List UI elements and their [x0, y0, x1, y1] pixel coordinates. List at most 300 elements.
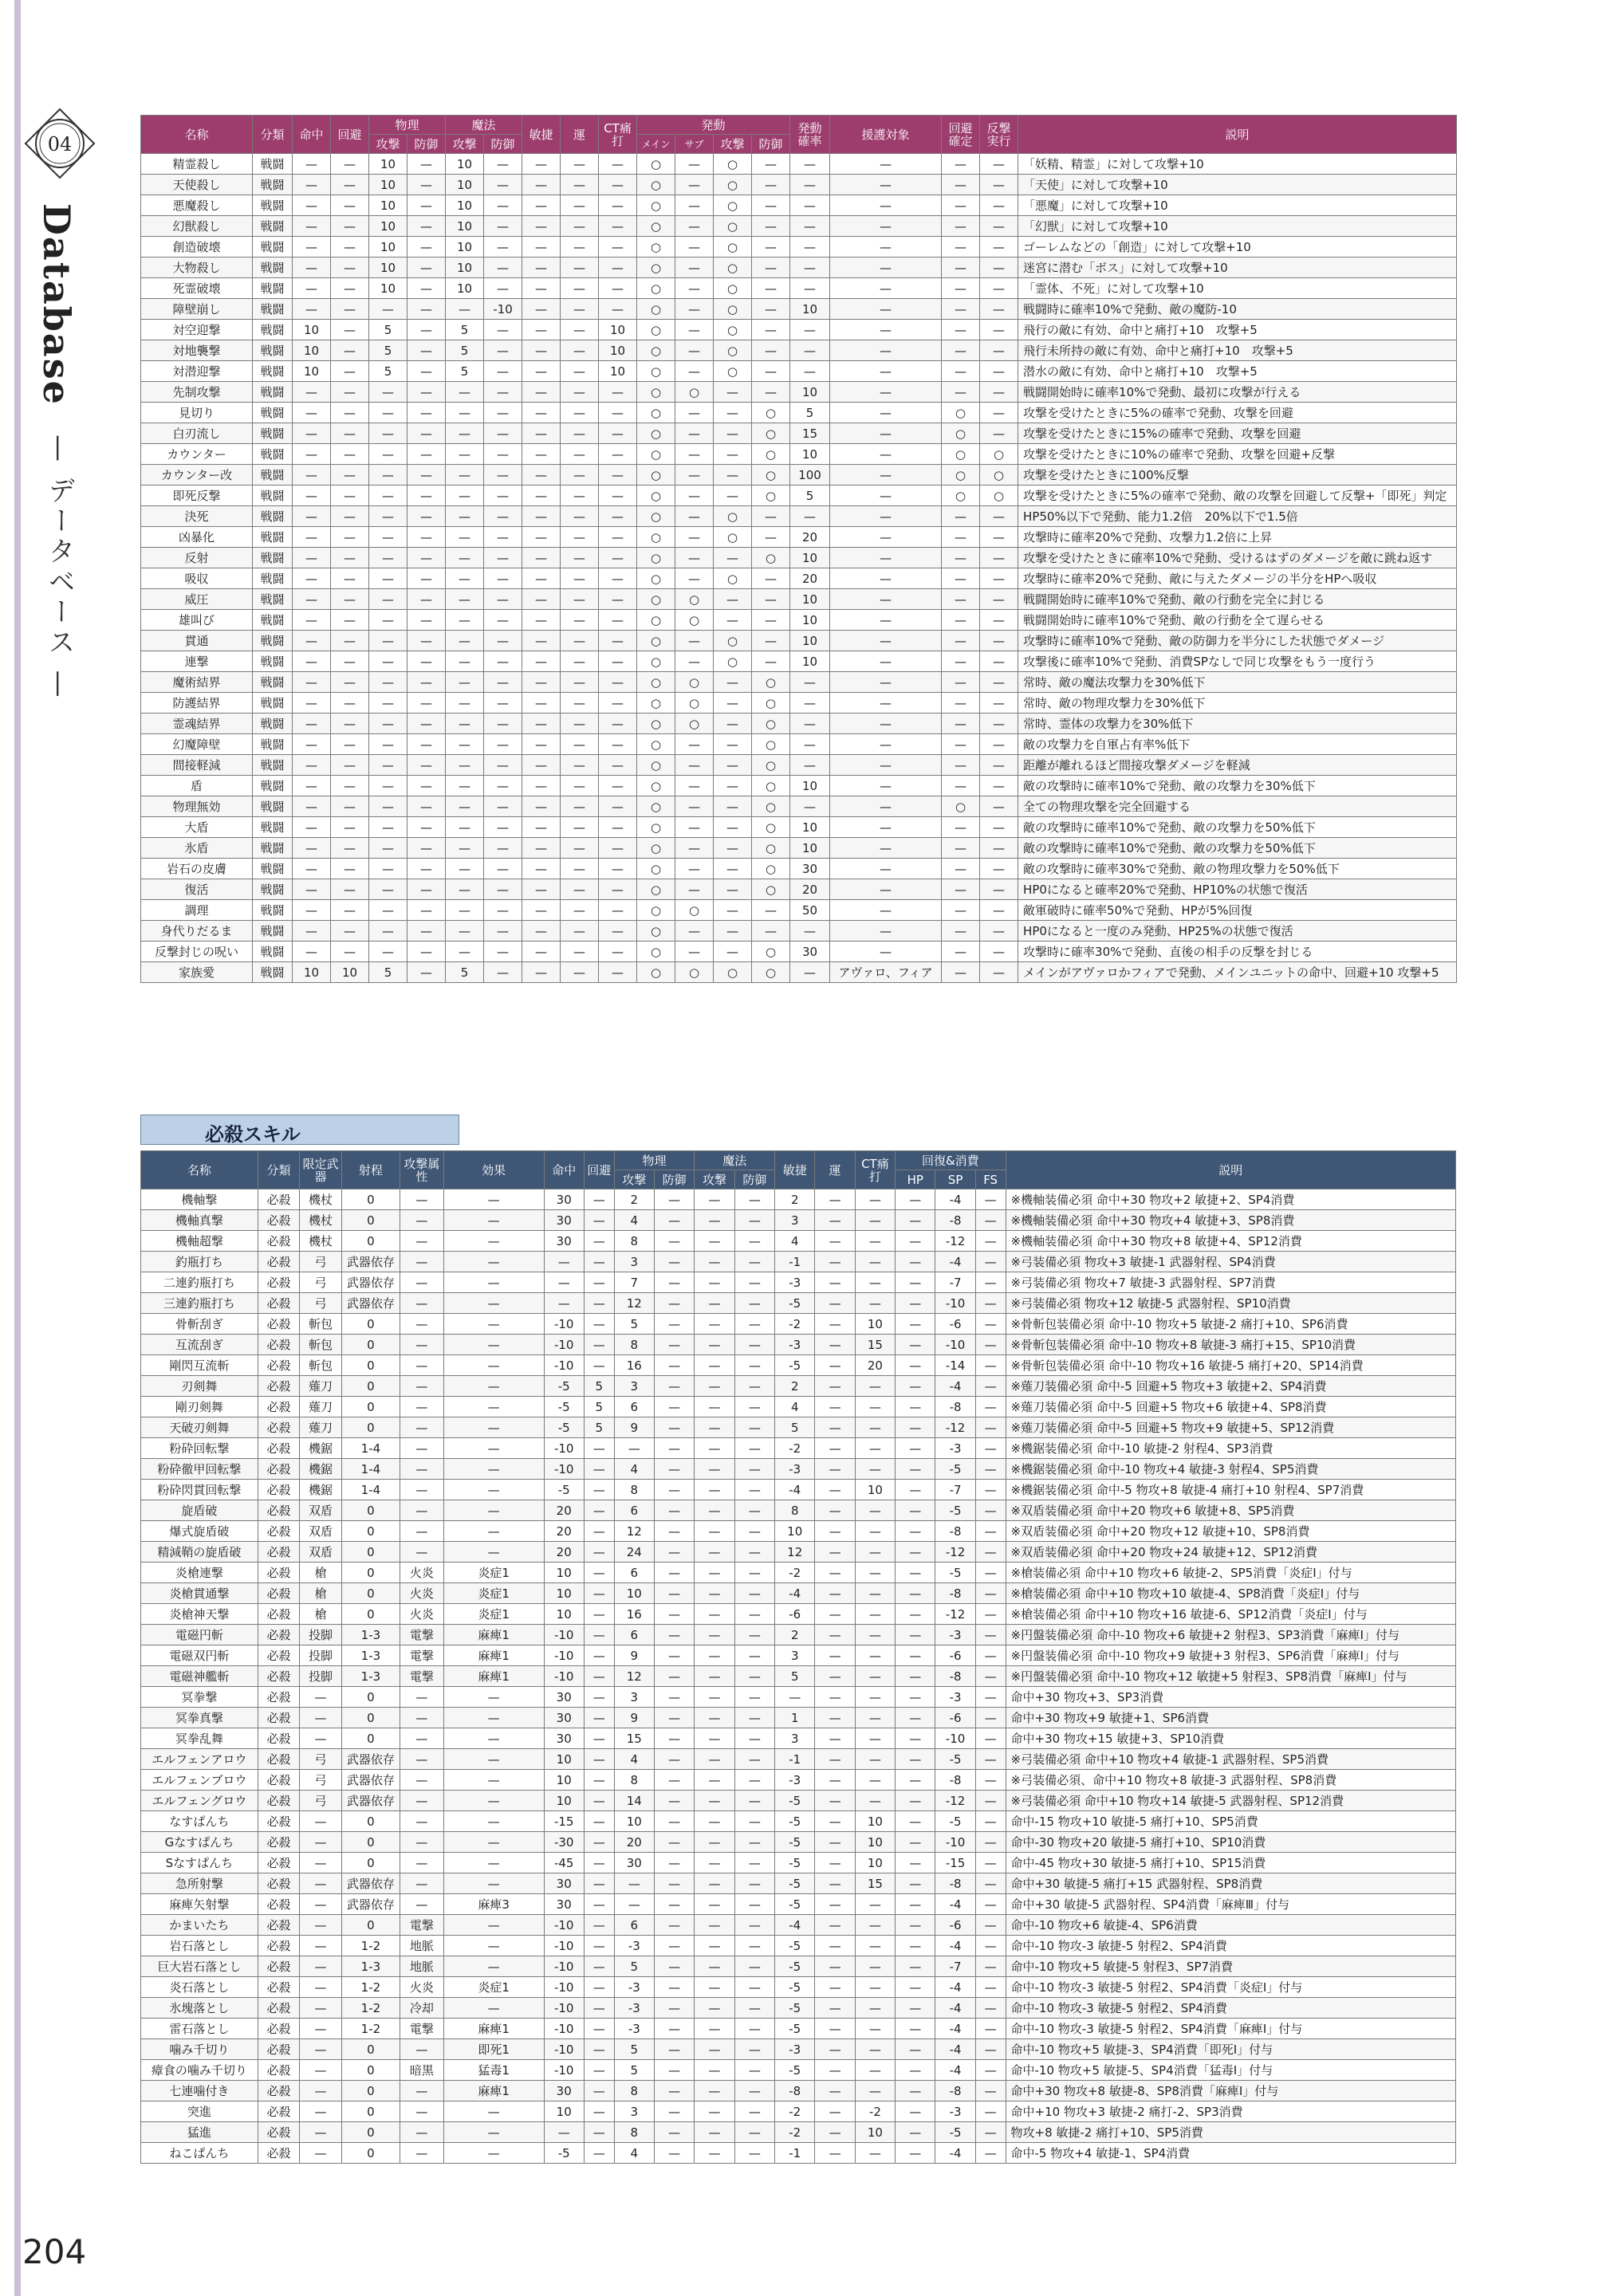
value-cell: 0	[341, 1521, 400, 1542]
value-cell: —	[855, 1293, 895, 1314]
value-cell: —	[654, 2019, 694, 2039]
col2-effect: 効果	[443, 1151, 544, 1189]
value-cell: 戦闘	[253, 817, 293, 838]
description-cell: ※弓装備必須 物攻+12 敏捷-5 武器射程、SP10消費	[1006, 1293, 1455, 1314]
table-row	[141, 340, 1457, 361]
value-cell: —	[695, 1459, 734, 1480]
value-cell: —	[584, 2039, 614, 2060]
value-cell: ○	[637, 548, 675, 568]
value-cell: 1-4	[341, 1459, 400, 1480]
value-cell: —	[599, 258, 637, 278]
value-cell: —	[734, 1314, 774, 1335]
value-cell: ○	[752, 444, 790, 465]
value-cell: 8	[614, 1770, 654, 1791]
value-cell: —	[654, 2081, 694, 2101]
value-cell: 火炎	[400, 1563, 444, 1583]
value-cell: 12	[614, 1293, 654, 1314]
value-cell: —	[855, 2019, 895, 2039]
description-cell: ※弓装備必須、命中+10 物攻+8 敏捷-3 武器射程、SP8消費	[1006, 1770, 1455, 1791]
value-cell: —	[331, 942, 369, 962]
description-cell: ※骨斬包装備必須 命中-10 物攻+5 敏捷-2 痛打+10、SP6消費	[1006, 1314, 1455, 1335]
value-cell: —	[975, 1728, 1006, 1749]
value-cell: 10	[790, 651, 830, 672]
value-cell: —	[614, 1894, 654, 1915]
value-cell: —	[815, 2122, 855, 2143]
description-cell: ※機鋸装備必須 命中-10 敏捷-2 射程4、SP3消費	[1006, 1438, 1455, 1459]
value-cell: —	[815, 1355, 855, 1376]
description-cell: 攻撃時に確率20%で発動、攻撃力1.2倍に上昇	[1018, 527, 1457, 548]
value-cell: -5	[775, 2019, 815, 2039]
value-cell: —	[331, 340, 369, 361]
value-cell: —	[584, 1956, 614, 1977]
value-cell: -8	[935, 1210, 975, 1231]
skill-name-cell: 見切り	[141, 403, 253, 423]
value-cell: —	[790, 714, 830, 734]
value-cell: —	[942, 900, 980, 921]
value-cell: —	[695, 1210, 734, 1231]
value-cell: 戦闘	[253, 714, 293, 734]
value-cell: —	[331, 631, 369, 651]
value-cell: —	[400, 1459, 444, 1480]
value-cell: —	[815, 1894, 855, 1915]
value-cell: —	[331, 258, 369, 278]
table-row	[141, 486, 1457, 506]
value-cell: —	[561, 693, 599, 714]
value-cell: —	[695, 1956, 734, 1977]
skill-name-cell: 炎槍貫通撃	[141, 1583, 258, 1604]
value-cell: —	[446, 506, 484, 527]
value-cell: —	[855, 1397, 895, 1417]
value-cell: —	[293, 859, 331, 879]
value-cell: —	[790, 506, 830, 527]
value-cell: 地脈	[400, 1956, 444, 1977]
value-cell: —	[975, 1480, 1006, 1500]
value-cell: —	[896, 1521, 935, 1542]
value-cell: —	[484, 465, 522, 486]
value-cell: —	[561, 610, 599, 631]
value-cell: ○	[942, 444, 980, 465]
value-cell: —	[790, 175, 830, 195]
value-cell: —	[400, 1749, 444, 1770]
value-cell: —	[815, 1521, 855, 1542]
value-cell: —	[484, 900, 522, 921]
value-cell: —	[561, 361, 599, 382]
value-cell: 10	[790, 776, 830, 796]
value-cell: —	[830, 631, 942, 651]
value-cell: —	[443, 1998, 544, 2019]
value-cell: ○	[637, 175, 675, 195]
value-cell: 弓	[300, 1293, 341, 1314]
value-cell: 戦闘	[253, 589, 293, 610]
value-cell: —	[675, 527, 714, 548]
value-cell: 6	[614, 1500, 654, 1521]
value-cell: 10	[369, 237, 407, 258]
value-cell: -8	[935, 2081, 975, 2101]
value-cell: ○	[752, 486, 790, 506]
value-cell: —	[675, 486, 714, 506]
table-row	[141, 382, 1457, 403]
value-cell: —	[599, 486, 637, 506]
value-cell: 10	[446, 216, 484, 237]
value-cell: -5	[935, 1811, 975, 1832]
value-cell: —	[980, 361, 1018, 382]
description-cell: 飛行未所持の敵に有効、命中と痛打+10 攻撃+5	[1018, 340, 1457, 361]
value-cell: —	[675, 278, 714, 299]
value-cell: —	[331, 755, 369, 776]
description-cell: ※機鋸装備必須 命中-5 物攻+8 敏捷-4 痛打+10 射程4、SP7消費	[1006, 1480, 1455, 1500]
value-cell: 武器依存	[341, 1252, 400, 1272]
value-cell: —	[714, 486, 752, 506]
skill-name-cell: ねこぱんち	[141, 2143, 258, 2164]
value-cell: 5	[775, 1666, 815, 1687]
table-row	[141, 610, 1457, 631]
value-cell: —	[293, 195, 331, 216]
value-cell: —	[300, 2122, 341, 2143]
value-cell: 10	[855, 1853, 895, 1873]
value-cell: ○	[637, 796, 675, 817]
table-row	[141, 2122, 1456, 2143]
value-cell: -3	[775, 1459, 815, 1480]
table-row	[141, 1480, 1456, 1500]
value-cell: —	[599, 714, 637, 734]
skill-name-cell: 猛進	[141, 2122, 258, 2143]
value-cell: —	[522, 548, 561, 568]
value-cell: —	[734, 1977, 774, 1998]
value-cell: —	[714, 693, 752, 714]
skill-name-cell: 麻痺矢射撃	[141, 1894, 258, 1915]
value-cell: —	[855, 1708, 895, 1728]
sub2-mag-atk: 攻撃	[695, 1170, 734, 1189]
value-cell: 8	[614, 1335, 654, 1355]
value-cell: -10	[935, 1335, 975, 1355]
value-cell: —	[752, 921, 790, 942]
col2-recovery: 回復&消費	[896, 1151, 1006, 1170]
value-cell: —	[584, 1314, 614, 1335]
value-cell: 戦闘	[253, 299, 293, 320]
value-cell: 20	[855, 1355, 895, 1376]
value-cell: —	[975, 1873, 1006, 1894]
value-cell: 9	[614, 1417, 654, 1438]
sub2-hp: HP	[896, 1170, 935, 1189]
value-cell: —	[300, 2081, 341, 2101]
skill-name-cell: 冥拳乱舞	[141, 1728, 258, 1749]
value-cell: -3	[775, 1770, 815, 1791]
value-cell: ○	[714, 258, 752, 278]
value-cell: —	[331, 486, 369, 506]
value-cell: —	[695, 1625, 734, 1645]
value-cell: -10	[544, 1438, 584, 1459]
value-cell: —	[654, 1293, 694, 1314]
value-cell: —	[896, 1687, 935, 1708]
value-cell: 10	[790, 610, 830, 631]
value-cell: —	[443, 1438, 544, 1459]
value-cell: —	[293, 548, 331, 568]
value-cell: 10	[790, 589, 830, 610]
value-cell: —	[830, 382, 942, 403]
value-cell: —	[484, 237, 522, 258]
value-cell: —	[654, 1687, 694, 1708]
value-cell: —	[752, 340, 790, 361]
value-cell: —	[522, 444, 561, 465]
value-cell: ○	[752, 838, 790, 859]
value-cell: —	[855, 2060, 895, 2081]
skill-name-cell: 氷塊落とし	[141, 1998, 258, 2019]
skill-name-cell: 剛閃互流斬	[141, 1355, 258, 1376]
value-cell: —	[484, 796, 522, 817]
value-cell: 10	[544, 1604, 584, 1625]
value-cell: —	[599, 175, 637, 195]
value-cell: 6	[614, 1625, 654, 1645]
value-cell: —	[584, 1998, 614, 2019]
value-cell: —	[654, 1998, 694, 2019]
table-row	[141, 1666, 1456, 1687]
value-cell: —	[331, 382, 369, 403]
value-cell: 0	[341, 2039, 400, 2060]
value-cell: —	[675, 175, 714, 195]
value-cell: —	[790, 962, 830, 983]
value-cell: —	[446, 465, 484, 486]
value-cell: 必殺	[258, 1708, 299, 1728]
table-row	[141, 1521, 1456, 1542]
value-cell: —	[293, 589, 331, 610]
value-cell: 10	[446, 175, 484, 195]
value-cell: —	[975, 2039, 1006, 2060]
value-cell: —	[654, 1563, 694, 1583]
value-cell: —	[896, 1500, 935, 1521]
value-cell: —	[975, 1666, 1006, 1687]
value-cell: —	[484, 154, 522, 175]
value-cell: 15	[855, 1873, 895, 1894]
value-cell: —	[522, 320, 561, 340]
value-cell: —	[695, 1894, 734, 1915]
value-cell: 戦闘	[253, 900, 293, 921]
value-cell: 0	[341, 2101, 400, 2122]
value-cell: —	[980, 776, 1018, 796]
value-cell: —	[300, 1708, 341, 1728]
sub2-mag-def: 防御	[734, 1170, 774, 1189]
skill-name-cell: 炎槍神天撃	[141, 1604, 258, 1625]
value-cell: 14	[614, 1791, 654, 1811]
value-cell: —	[300, 2143, 341, 2164]
value-cell: —	[815, 1645, 855, 1666]
value-cell: —	[855, 1189, 895, 1210]
value-cell: 戦闘	[253, 568, 293, 589]
value-cell: —	[293, 154, 331, 175]
value-cell: —	[293, 693, 331, 714]
value-cell: —	[815, 1189, 855, 1210]
value-cell: —	[331, 589, 369, 610]
value-cell: ○	[980, 444, 1018, 465]
skill-name-cell: エルフェンブロウ	[141, 1770, 258, 1791]
value-cell: -5	[775, 1956, 815, 1977]
skill-name-cell: 霊魂結界	[141, 714, 253, 734]
value-cell: —	[734, 1210, 774, 1231]
value-cell: —	[446, 838, 484, 859]
value-cell: -10	[544, 1459, 584, 1480]
value-cell: —	[855, 1604, 895, 1625]
value-cell: -5	[935, 2122, 975, 2143]
value-cell: —	[790, 154, 830, 175]
value-cell: —	[446, 714, 484, 734]
value-cell: —	[752, 506, 790, 527]
value-cell: —	[369, 444, 407, 465]
value-cell: —	[654, 1438, 694, 1459]
description-cell: 攻撃を受けたときに確率10%で発動、受けるはずのダメージを敵に跳ね返す	[1018, 548, 1457, 568]
description-cell: 飛行の敵に有効、命中と痛打+10 攻撃+5	[1018, 320, 1457, 340]
value-cell: —	[855, 1894, 895, 1915]
value-cell: —	[293, 403, 331, 423]
value-cell: —	[734, 1500, 774, 1521]
value-cell: 必殺	[258, 1210, 299, 1231]
value-cell: —	[407, 486, 446, 506]
value-cell: —	[561, 154, 599, 175]
value-cell: —	[443, 1956, 544, 1977]
value-cell: —	[654, 1666, 694, 1687]
value-cell: 戦闘	[253, 216, 293, 237]
value-cell: —	[975, 1417, 1006, 1438]
value-cell: 10	[446, 154, 484, 175]
description-cell: 命中+30 物攻+3、SP3消費	[1006, 1687, 1455, 1708]
value-cell: —	[369, 527, 407, 548]
value-cell: —	[695, 1189, 734, 1210]
value-cell: —	[695, 1335, 734, 1355]
value-cell: —	[584, 1521, 614, 1542]
value-cell: —	[975, 1252, 1006, 1272]
value-cell: —	[752, 589, 790, 610]
value-cell: —	[855, 1210, 895, 1231]
value-cell: —	[400, 1231, 444, 1252]
table-row	[141, 1625, 1456, 1645]
value-cell: ○	[637, 962, 675, 983]
value-cell: —	[561, 216, 599, 237]
value-cell: —	[400, 1894, 444, 1915]
value-cell: 必殺	[258, 1272, 299, 1293]
value-cell: —	[400, 1853, 444, 1873]
value-cell: 16	[614, 1604, 654, 1625]
value-cell: —	[734, 1625, 774, 1645]
value-cell: —	[522, 258, 561, 278]
value-cell: —	[830, 568, 942, 589]
value-cell: —	[300, 2060, 341, 2081]
value-cell: 20	[544, 1500, 584, 1521]
value-cell: —	[815, 1728, 855, 1749]
value-cell: -3	[614, 1936, 654, 1956]
value-cell: 16	[614, 1355, 654, 1376]
value-cell: 1-3	[341, 1645, 400, 1666]
value-cell: —	[975, 1438, 1006, 1459]
value-cell: 20	[790, 527, 830, 548]
table-row	[141, 1438, 1456, 1459]
value-cell: 必殺	[258, 1915, 299, 1936]
value-cell: ○	[637, 444, 675, 465]
value-cell: —	[446, 776, 484, 796]
value-cell: -5	[775, 1811, 815, 1832]
value-cell: 斬包	[300, 1314, 341, 1335]
description-cell: 命中-10 物攻-3 敏捷-5 射程2、SP4消費「麻痺Ⅰ」付与	[1006, 2019, 1455, 2039]
value-cell: —	[896, 1480, 935, 1500]
value-cell: —	[400, 1480, 444, 1500]
value-cell: —	[300, 2101, 341, 2122]
skill-name-cell: 電磁円斬	[141, 1625, 258, 1645]
value-cell: 10	[855, 1480, 895, 1500]
description-cell: 命中-10 物攻-3 敏捷-5 射程2、SP4消費「炎症Ⅰ」付与	[1006, 1977, 1455, 1998]
value-cell: 必殺	[258, 1645, 299, 1666]
value-cell: 30	[544, 1894, 584, 1915]
value-cell: —	[584, 1687, 614, 1708]
value-cell: —	[752, 361, 790, 382]
value-cell: —	[331, 299, 369, 320]
value-cell: —	[815, 1915, 855, 1936]
table-row	[141, 672, 1457, 693]
value-cell: 戦闘	[253, 527, 293, 548]
value-cell: —	[443, 1459, 544, 1480]
skill-name-cell: 互流刮ぎ	[141, 1335, 258, 1355]
value-cell: —	[293, 423, 331, 444]
value-cell: 3	[614, 1376, 654, 1397]
value-cell: ○	[752, 693, 790, 714]
value-cell: 15	[855, 1335, 895, 1355]
value-cell: 4	[614, 1210, 654, 1231]
value-cell: —	[400, 1728, 444, 1749]
value-cell: —	[714, 838, 752, 859]
value-cell: -3	[935, 2101, 975, 2122]
value-cell: —	[675, 320, 714, 340]
value-cell: 必殺	[258, 1749, 299, 1770]
value-cell: —	[522, 859, 561, 879]
value-cell: —	[975, 1687, 1006, 1708]
value-cell: 5	[584, 1376, 614, 1397]
description-cell: 命中+30 物攻+15 敏捷+3、SP10消費	[1006, 1728, 1455, 1749]
value-cell: 機杖	[300, 1189, 341, 1210]
value-cell: 5	[790, 486, 830, 506]
value-cell: —	[830, 838, 942, 859]
value-cell: —	[331, 465, 369, 486]
value-cell: —	[714, 423, 752, 444]
value-cell: —	[293, 506, 331, 527]
value-cell: 0	[341, 1314, 400, 1335]
value-cell: —	[975, 1231, 1006, 1252]
value-cell: 10	[293, 320, 331, 340]
value-cell: —	[522, 631, 561, 651]
value-cell: 6	[614, 1397, 654, 1417]
value-cell: —	[293, 900, 331, 921]
skill-name-cell: 貫通	[141, 631, 253, 651]
col-critical: CT痛打	[599, 116, 637, 154]
value-cell: ○	[714, 237, 752, 258]
value-cell: 必殺	[258, 1998, 299, 2019]
table-row	[141, 1272, 1456, 1293]
value-cell: —	[407, 672, 446, 693]
value-cell: —	[484, 755, 522, 776]
value-cell: —	[561, 942, 599, 962]
col-magic: 魔法	[446, 116, 522, 135]
value-cell: —	[599, 776, 637, 796]
value-cell: -4	[935, 2060, 975, 2081]
value-cell: —	[980, 423, 1018, 444]
value-cell: —	[695, 1397, 734, 1417]
value-cell: —	[896, 1355, 935, 1376]
value-cell: —	[896, 1438, 935, 1459]
value-cell: —	[942, 195, 980, 216]
description-cell: 常時、敵の物理攻撃力を30%低下	[1018, 693, 1457, 714]
value-cell: —	[407, 465, 446, 486]
skill-name-cell: 防護結界	[141, 693, 253, 714]
table-row	[141, 361, 1457, 382]
table-row	[141, 2101, 1456, 2122]
table-row	[141, 879, 1457, 900]
value-cell: 戦闘	[253, 423, 293, 444]
value-cell: 火炎	[400, 1604, 444, 1625]
